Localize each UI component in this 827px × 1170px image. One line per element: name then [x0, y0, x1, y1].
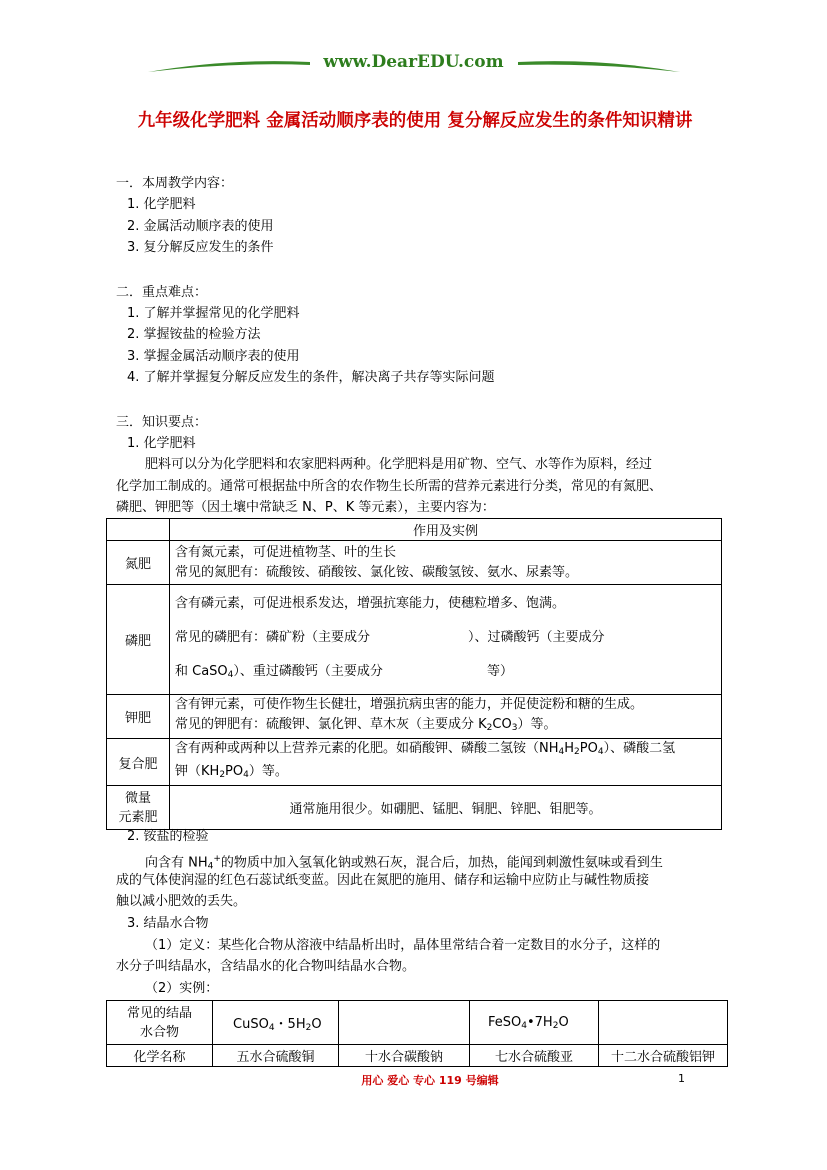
cell-line: 含有磷元素，可促进根系发达，增强抗寒能力，使穗粒增多、饱满。 [175, 595, 566, 611]
paragraph-line: 水分子叫结晶水，含结晶水的化合物叫结晶水合物。 [116, 959, 416, 974]
cell-line: 含有氮元素，可促进植物茎、叶的生长 [175, 544, 397, 560]
section2-item: 1. 了解并掌握常见的化学肥料 [127, 306, 300, 321]
section3-heading: 三．知识要点： [116, 415, 208, 430]
text-run: ・5H [274, 1016, 306, 1032]
text-run: 向含有 NH [145, 855, 208, 871]
cell-text: 常见的钾肥有：硫酸钾、氯化钾、草木灰（主要成分 K [175, 717, 487, 732]
row-label: 氮肥 [107, 541, 170, 585]
table-cell: 十二水合硫酸铝钾 [599, 1045, 728, 1067]
cell-text: CO [492, 717, 512, 732]
row-label: 钾肥 [107, 695, 170, 739]
row-label: 磷肥 [107, 585, 170, 695]
subsection-ammonium-test: 2. 铵盐的检验 [127, 829, 209, 844]
formula-cell [470, 1001, 599, 1045]
text-run: FeSO [488, 1014, 522, 1030]
row-label: 复合肥 [107, 739, 170, 786]
paragraph-line: 肥料可以分为化学肥料和农家肥料两种。化学肥料是用矿物、空气、水等作为原料，经过 [145, 457, 653, 472]
section2-item: 3. 掌握金属活动顺序表的使用 [127, 349, 300, 364]
row-label: 水合物 [139, 1024, 179, 1040]
hydrate-table [106, 1000, 728, 1067]
subscript: 4 [521, 1020, 527, 1031]
row-label: 微量 [124, 790, 151, 806]
empty-cell [339, 1001, 470, 1045]
cell-text: ）、过磷酸钙（主要成分 [468, 629, 605, 645]
cell-line: 含有钾元素，可使作物生长健壮，增强抗病虫害的能力，并促使淀粉和糖的生成。 [175, 697, 644, 712]
paragraph-line: 成的气体使润湿的红色石蕊试纸变蓝。因此在氮肥的施用、储存和运输中应防止与碱性物质接 [116, 873, 650, 888]
cell-text: PO [225, 764, 244, 779]
table-row [107, 541, 722, 585]
section2-heading: 二．重点难点： [116, 285, 208, 300]
paragraph-line: （2）实例： [145, 981, 219, 996]
cell-text: ）等。 [248, 764, 288, 779]
subscript: 4 [227, 669, 234, 680]
table-cell: 五水合硫酸铜 [213, 1045, 339, 1067]
paragraph-line: 触以减小肥效的丢失。 [116, 894, 247, 909]
subscript: 4 [243, 770, 249, 780]
subscript: 2 [574, 747, 580, 757]
subscript: 2 [552, 1020, 559, 1031]
cell-line: 常见的氮肥有：硫酸铵、硝酸铵、氯化铵、碳酸氢铵、氨水、尿素等。 [175, 564, 579, 580]
section1-item: 2. 金属活动顺序表的使用 [127, 219, 274, 234]
subscript: 4 [268, 1022, 275, 1033]
subscript: 3 [511, 723, 518, 733]
formula-cell [213, 1001, 339, 1045]
text-run: O [558, 1014, 569, 1030]
empty-cell [599, 1001, 728, 1045]
paragraph-line: 化学加工制成的。通常可根据盐中所含的农作物生长所需的营养元素进行分类，常见的有氮肥、 [116, 479, 663, 494]
row-label: 化学名称 [107, 1045, 213, 1067]
subscript: 2 [305, 1022, 312, 1033]
subsection-hydrates: 3. 结晶水合物 [127, 916, 209, 931]
table-row [107, 739, 722, 786]
subscript: 4 [597, 747, 604, 757]
row-label: 元素肥 [118, 809, 158, 825]
subscript: 4 [558, 747, 565, 757]
section1-item: 1. 化学肥料 [127, 197, 196, 212]
superscript: + [213, 854, 221, 864]
text-run: •7H [526, 1014, 553, 1030]
cell-text: PO [579, 741, 598, 756]
paragraph-line: 磷肥、钾肥等（因土壤中常缺乏 N、P、K 等元素），主要内容为： [116, 500, 495, 515]
subscript: 2 [486, 723, 493, 733]
table-row [107, 695, 722, 739]
table-row [107, 786, 722, 830]
table-header: 作用及实例 [170, 519, 722, 541]
section1-item: 3. 复分解反应发生的条件 [127, 240, 274, 255]
text-run: O [311, 1016, 322, 1032]
footer-slogan: 用心 爱心 专心 119 号编辑 [361, 1074, 499, 1087]
cell-text: 等） [487, 663, 514, 679]
cell-line: 通常施用很少。如硼肥、锰肥、铜肥、锌肥、钼肥等。 [170, 786, 722, 830]
table-row [107, 585, 722, 695]
site-url[interactable]: www.DearEDU.com [323, 52, 504, 72]
text-run: 的物质中加入氢氧化钠或熟石灰，混合后，加热，能闻到刺激性氨味或看到生 [220, 855, 663, 871]
fertilizer-table [106, 518, 722, 830]
cell-text: 常见的磷肥有：磷矿粉（主要成分 [175, 629, 371, 645]
table-cell: 七水合硫酸亚 [470, 1045, 599, 1067]
text-run: CuSO [233, 1016, 269, 1032]
page-number: 1 [678, 1072, 685, 1085]
cell-text: H [564, 741, 575, 756]
section2-item: 4. 了解并掌握复分解反应发生的条件，解决离子共存等实际问题 [127, 370, 495, 385]
cell-text: 和 CaSO [175, 663, 228, 679]
row-label: 常见的结晶 [126, 1005, 192, 1021]
section2-item: 2. 掌握铵盐的检验方法 [127, 327, 261, 342]
cell-text: 含有两种或两种以上营养元素的化肥。如硝酸钾、磷酸二氢铵（NH [175, 741, 559, 756]
cell-text: 钾（KH [175, 764, 220, 779]
cell-text: ）、重过磷酸钙（主要成分 [233, 663, 383, 679]
page-title: 九年级化学肥料 金属活动顺序表的使用 复分解反应发生的条件知识精讲 [137, 111, 693, 131]
table-cell: 十水合碳酸钠 [339, 1045, 470, 1067]
cell-text: ）、磷酸二氢 [603, 741, 676, 756]
section1-heading: 一．本周教学内容： [116, 176, 234, 191]
paragraph-line: （1）定义：某些化合物从溶液中结晶析出时，晶体里常结合着一定数目的水分子，这样的 [145, 938, 661, 953]
subsection-fertilizer: 1. 化学肥料 [127, 436, 196, 451]
site-banner [0, 48, 827, 78]
subscript: 2 [219, 770, 226, 780]
cell-text: ）等。 [517, 717, 557, 732]
subscript: 4 [207, 861, 214, 872]
